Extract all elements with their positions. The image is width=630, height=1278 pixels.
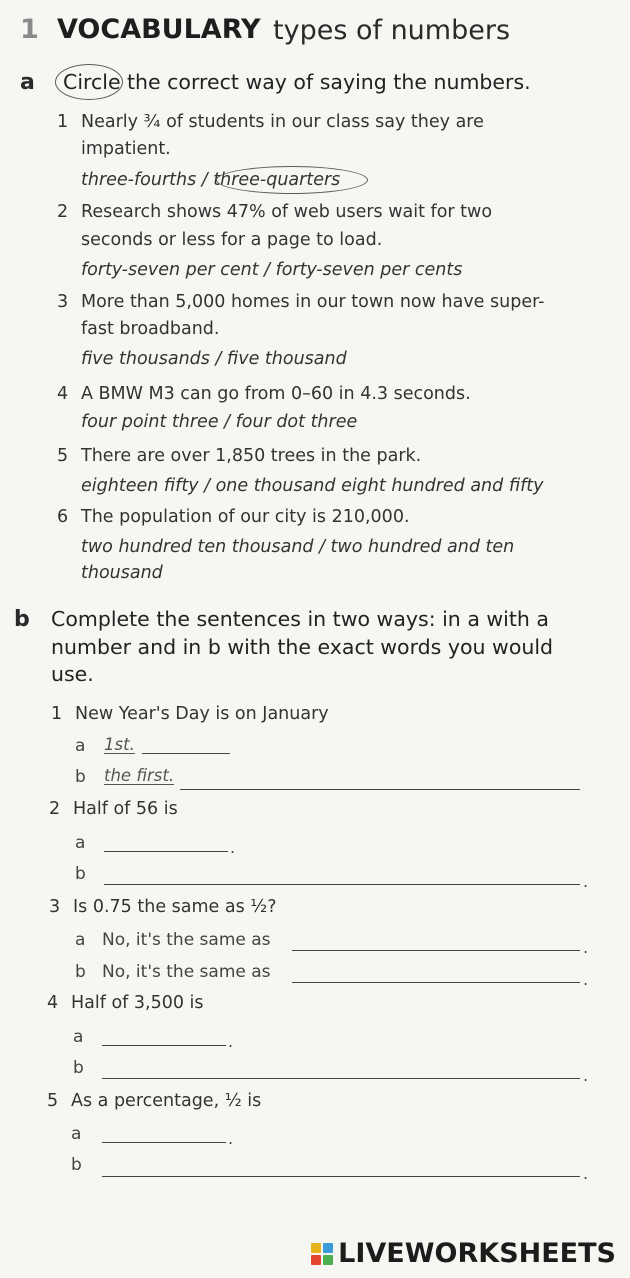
item-text: More than 5,000 homes in our town now have super- [81, 292, 545, 312]
item-text: There are over 1,850 trees in the park. [81, 446, 422, 466]
answer-input-b[interactable] [292, 982, 580, 983]
exercise-number: 1 [20, 14, 39, 45]
answer-input-a[interactable] [104, 851, 228, 852]
sub-label-b: b [75, 767, 86, 787]
section-b-letter: b [14, 607, 30, 632]
sub-label-a: a [71, 1124, 82, 1144]
answer-options[interactable]: five thousands / five thousand [81, 349, 347, 369]
sub-label-b: b [75, 864, 86, 884]
section-b-instruction: Complete the sentences in two ways: in a with a [51, 607, 549, 631]
item-text: Research shows 47% of web users wait for two [81, 202, 493, 222]
logo-square-icon [311, 1243, 321, 1253]
item-number: 6 [57, 507, 69, 527]
logo-square-icon [323, 1243, 333, 1253]
answer-options[interactable]: four point three / four dot three [81, 412, 358, 432]
item-text: impatient. [81, 139, 171, 159]
item-text: Is 0.75 the same as ½? [73, 897, 277, 917]
sub-label-b: b [75, 962, 86, 982]
exercise-subtitle: types of numbers [273, 15, 511, 46]
full-stop: . [228, 1129, 234, 1148]
circle-mark [216, 166, 368, 194]
item-text: As a percentage, ½ is [71, 1091, 262, 1111]
full-stop: . [230, 838, 236, 857]
example-answer-a: 1st. [104, 735, 135, 754]
sub-label-a: a [75, 930, 86, 950]
liveworksheets-logo[interactable] [311, 1238, 616, 1269]
sub-label-b: b [71, 1155, 82, 1175]
section-a-letter: a [20, 70, 35, 95]
item-number: 4 [47, 993, 59, 1013]
item-number: 1 [51, 704, 63, 724]
answer-input-a[interactable] [102, 1142, 226, 1143]
item-number: 3 [49, 897, 61, 917]
item-text: Nearly ¾ of students in our class say they are [81, 112, 484, 132]
answer-options[interactable]: two hundred ten thousand / two hundred and ten [81, 537, 515, 557]
item-number: 2 [49, 799, 61, 819]
full-stop: . [583, 1066, 589, 1085]
section-a-circle-word: Circle [63, 70, 121, 94]
full-stop: . [583, 938, 589, 957]
full-stop: . [583, 970, 589, 989]
answer-input-a[interactable] [102, 1045, 226, 1046]
item-text: fast broadband. [81, 319, 220, 339]
answer-input-b[interactable] [102, 1176, 580, 1177]
answer-options[interactable]: forty-seven per cent / forty-seven per cents [81, 260, 463, 280]
section-b-instruction: use. [51, 662, 94, 686]
exercise-title: VOCABULARY [57, 14, 261, 45]
item-text: A BMW M3 can go from 0–60 in 4.3 seconds. [81, 384, 471, 404]
item-number: 4 [57, 384, 69, 404]
logo-square-icon [323, 1255, 333, 1265]
answer-input-b[interactable] [104, 884, 580, 885]
section-a-instruction: the correct way of saying the numbers. [127, 70, 531, 94]
item-number: 5 [47, 1091, 59, 1111]
answer-input-b[interactable] [102, 1078, 580, 1079]
answer-options[interactable]: three-fourths / three-quarters [81, 170, 341, 190]
circle-mark [55, 64, 123, 100]
example-answer-b: the first. [104, 766, 175, 785]
logo-square-icon [311, 1255, 321, 1265]
logo-text: LIVEWORKSHEETS [338, 1238, 616, 1269]
answer-options-continued: thousand [81, 563, 163, 583]
item-number: 3 [57, 292, 69, 312]
sub-label-a: a [73, 1027, 84, 1047]
section-b-instruction: number and in b with the exact words you would [51, 635, 554, 659]
full-stop: . [583, 1164, 589, 1183]
item-text: Half of 56 is [73, 799, 178, 819]
item-number: 5 [57, 446, 69, 466]
full-stop: . [583, 872, 589, 891]
full-stop: . [228, 1032, 234, 1051]
answer-input-a[interactable] [292, 950, 580, 951]
sentence-stem: No, it's the same as [102, 962, 271, 982]
item-text: seconds or less for a page to load. [81, 230, 383, 250]
item-text: Half of 3,500 is [71, 993, 204, 1013]
item-number: 2 [57, 202, 69, 222]
sub-label-a: a [75, 736, 86, 756]
logo-grid-icon [311, 1243, 333, 1265]
answer-options[interactable]: eighteen fifty / one thousand eight hundred and fifty [81, 476, 544, 496]
answer-line [142, 753, 230, 754]
sentence-stem: No, it's the same as [102, 930, 271, 950]
sub-label-a: a [75, 833, 86, 853]
item-text: New Year's Day is on January [75, 704, 329, 724]
sub-label-b: b [73, 1058, 84, 1078]
answer-line [180, 789, 580, 790]
item-number: 1 [57, 112, 69, 132]
item-text: The population of our city is 210,000. [81, 507, 410, 527]
